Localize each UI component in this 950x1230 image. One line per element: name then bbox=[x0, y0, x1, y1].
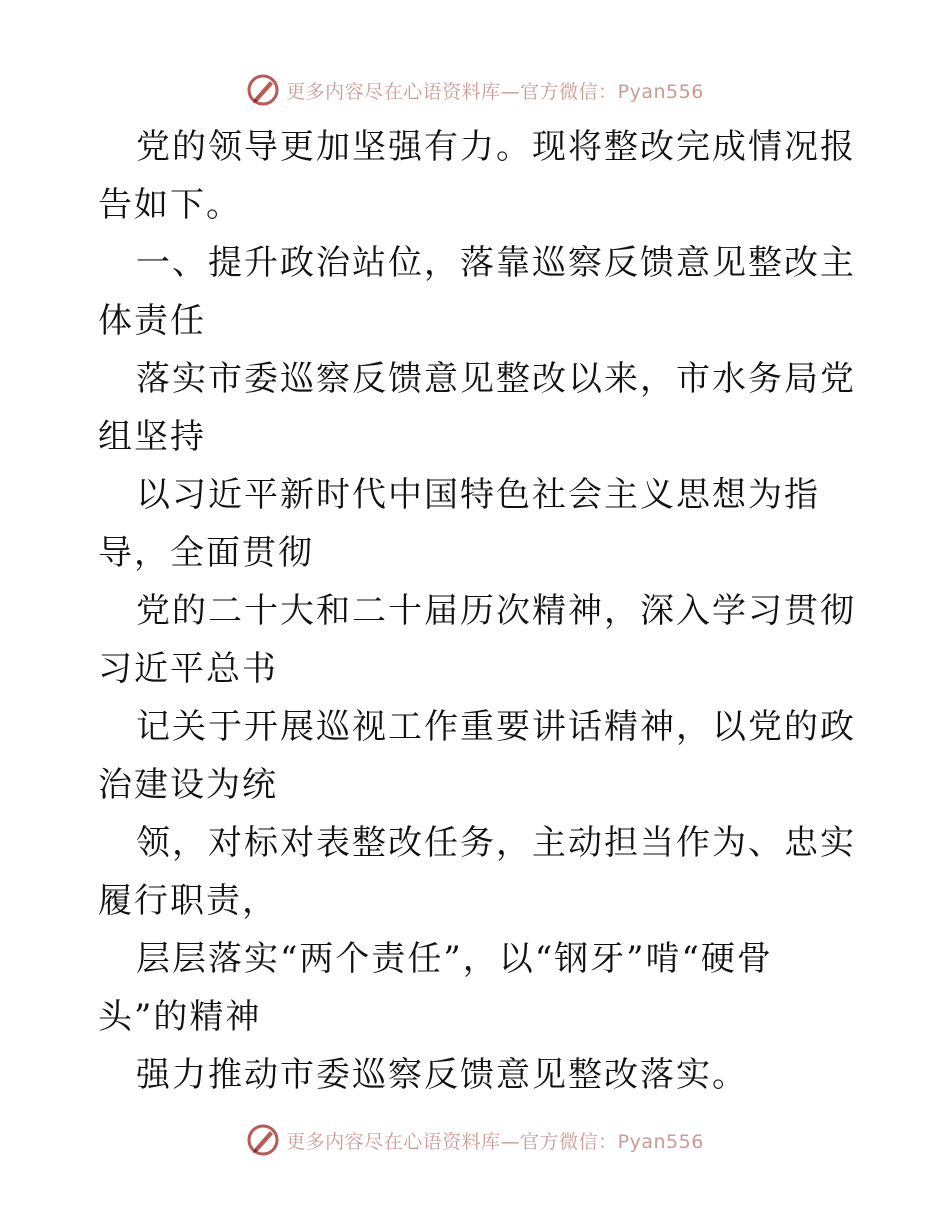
section-heading: 一、提升政治站位，落靠巡察反馈意见整改主体责任 bbox=[98, 243, 856, 341]
watermark-text: 更多内容尽在心语资料库—官方微信：Pyan556 bbox=[286, 80, 704, 103]
paragraph: 以习近平新时代中国特色社会主义思想为指导，全面贯彻 bbox=[98, 475, 820, 573]
paragraph: 党的领导更加坚强有力。现将整改完成情况报告如下。 bbox=[98, 127, 856, 225]
footer-watermark-banner bbox=[0, 1120, 950, 1160]
paragraph: 党的二十大和二十届历次精神，深入学习贯彻习近平总书 bbox=[98, 591, 856, 689]
document-body bbox=[98, 118, 858, 1104]
header-watermark-banner bbox=[0, 70, 950, 110]
paragraph: 记关于开展巡视工作重要讲话精神，以党的政治建设为统 bbox=[98, 707, 856, 805]
paragraph: 领，对标对表整改任务，主动担当作为、忠实履行职责， bbox=[98, 823, 856, 921]
pen-logo-icon bbox=[246, 1123, 280, 1157]
paragraph: 强力推动市委巡察反馈意见整改落实。 bbox=[136, 1055, 748, 1095]
paragraph: 落实市委巡察反馈意见整改以来，市水务局党组坚持 bbox=[98, 359, 856, 457]
watermark-text: 更多内容尽在心语资料库—官方微信：Pyan556 bbox=[286, 1130, 704, 1153]
pen-logo-icon bbox=[246, 73, 280, 107]
paragraph: 层层落实“两个责任”，以“钢牙”啃“硬骨头”的精神 bbox=[98, 939, 773, 1037]
